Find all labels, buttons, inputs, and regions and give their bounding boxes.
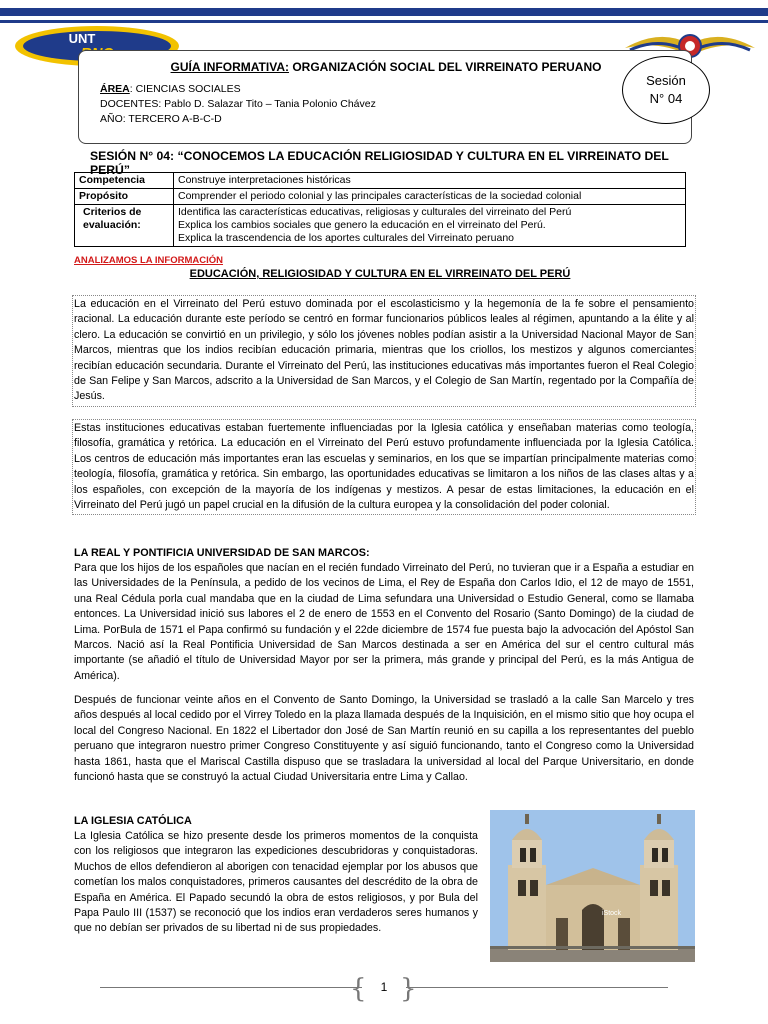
- paragraph-san-marcos-2: Después de funcionar veinte años en el Convento de Santo Domingo, la Universidad se trasladó a la calle San Marcelo y tres años después al local cedido por el Virrey Toledo en la plaza llamada después de la Inquisición, en el mismo sitio que hoy ocupa el local del Congreso Nacional. En 1822 el Libertador don José de San Martín reunió en su capilla a los representantes del pueblo peruano que integraron nuestro primer Congreso Constituyente y así siguió funcionando, tanto el Congreso como la Universidad hasta 1861, hasta que el Mariscal Castilla dispuso que se trasladara la universidad al local del Parque Universitario, en donde funcionó hasta que se construyó la actual Ciudad Universitaria entre Lima y Callao.: [74, 694, 694, 784]
- area-label: ÁREA: [100, 83, 130, 95]
- criterio-item: Explica la trascendencia de los aportes culturales del Virreinato peruano: [178, 232, 515, 244]
- paragraph-iglesia: La Iglesia Católica se hizo presente desde los primeros momentos de la conquista con los religiosos que integraron las expediciones descubridoras y conquistadoras. Muchos de ellos defendieron al aborigen con tenacidad ejemplar por los abusos que cometían los malos conquistadores, primeros causantes del descrédito de la obra de España en América. El Papado secundó la obra de estos religiosos, y por Bula del Papa Paulo III (1537) se reconoció que los indios eran verdaderos seres humanos y que no debían ser privados de su libertad ni de sus propiedades.: [74, 830, 478, 935]
- page-number: 1: [380, 980, 388, 994]
- table-row: [75, 189, 686, 205]
- table-row: [75, 205, 686, 247]
- table-value: Construye interpretaciones históricas: [174, 173, 686, 189]
- table-value: Comprender el periodo colonial y las principales características de la sociedad colonial: [174, 189, 686, 205]
- footer-line-right: [406, 987, 668, 988]
- logo-text-unt: UNT: [68, 31, 96, 46]
- guide-title: [80, 60, 692, 74]
- cathedral-image: [490, 810, 695, 962]
- table-row: [75, 173, 686, 189]
- session-badge-line2: N° 04: [649, 91, 683, 106]
- area-line: [100, 83, 241, 95]
- paragraph-san-marcos: Para que los hijos de los españoles que nacían en el recién fundado Virreinato del Perú, no tuvieran que ir a España a estudiar en las Universidades de la Península, a pedido de los vecinos de Lima, el Rey de España don Carlos Idio, el 12 de mayo de 1551, una Real Cédula porla cual mandaba que en la ciudad de Lima sefundara una Universidad o Estudio General, como se llamaba entonces. La Universidad inició sus labores el 2 de enero de 1553 en el Convento del Rosario (Santo Domingo) de la ciudad de Lima. PorBula de 1571 el Papa confirmó su fundación y el 22de diciembre de 1574 fue puesta bajo la advocación del Apóstol San Marcos. Nació así la Real Pontificia Universidad de San Marcos destinada a ser en América del sur el centro cultural más importante (se añadió el título de Universidad Mayor por ser la primera, más grande y principal del Perú, es la más Antigua de América).: [74, 562, 694, 682]
- table-key: Competencia: [75, 173, 174, 189]
- header-top-bar: [0, 8, 768, 16]
- area-value: : CIENCIAS SOCIALES: [129, 83, 241, 95]
- docentes-line: DOCENTES: Pablo D. Salazar Tito – Tania Polonio Chávez: [100, 98, 376, 110]
- footer-brace-left: {: [350, 974, 367, 1004]
- session-badge-line1: Sesión: [646, 73, 686, 88]
- footer-line-left: [100, 987, 362, 988]
- criterio-item: Explica los cambios sociales que genero la educación en el virreinato del Perú.: [178, 219, 546, 231]
- table-key: Propósito: [75, 189, 174, 205]
- analizamos-label: ANALIZAMOS LA INFORMACIÓN: [74, 255, 223, 266]
- guide-title-rest: ORGANIZACIÓN SOCIAL DEL VIRREINATO PERUANO: [288, 60, 602, 74]
- table-value: [174, 205, 686, 247]
- heading-san-marcos: LA REAL Y PONTIFICIA UNIVERSIDAD DE SAN MARCOS:: [74, 547, 370, 559]
- main-title: EDUCACIÓN, RELIGIOSIDAD Y CULTURA EN EL VIRREINATO DEL PERÚ: [189, 268, 571, 280]
- guide-title-prefix: GUÍA INFORMATIVA:: [170, 60, 289, 74]
- session-badge: [622, 56, 710, 124]
- table-key: Criterios de evaluación:: [75, 205, 174, 247]
- criterio-item: Identifica las características educativas, religiosas y culturales del virreinato del Perú: [178, 206, 572, 218]
- image-watermark: iStock: [602, 910, 622, 917]
- heading-iglesia: LA IGLESIA CATÓLICA: [74, 815, 192, 827]
- anio-line: AÑO: TERCERO A-B-C-D: [100, 113, 222, 125]
- footer-brace-right: }: [400, 974, 417, 1004]
- paragraph-institutions: Estas instituciones educativas estaban fuertemente influenciadas por la Iglesia católica y enseñaban materias como teología, filosofía, gramática y retórica. La educación en el Virreinato del Perú estuvo profundamente influenciada por la Iglesia Católica. Los centros de educación más importantes eran las escuelas y seminarios, en los que se impartían principalmente materias como teología, filosofía, gramática y retórica. Sin embargo, las oportunidades educativas se limitaron a los niños de las clases altas y a los españoles, con excepción de la mayoría de los indígenas y mestizos. A pesar de estas limitaciones, la educación en el Virreinato del Perú jugó un papel crucial en la difusión de la cultura europea y la consolidación del poder colonial.: [74, 421, 694, 513]
- competency-table: [74, 172, 686, 247]
- session-heading: SESIÓN N° 04: “CONOCEMOS LA EDUCACIÓN RELIGIOSIDAD Y CULTURA EN EL VIRREINATO DEL PERÚ”: [90, 149, 669, 177]
- paragraph-education: La educación en el Virreinato del Perú estuvo dominada por el escolasticismo y la hegemonía de la fe sobre el pensamiento racional. La educación durante este período se centró en formar funcionarios públicos leales al régimen, apuntando a la élite y al clero. La educación se convirtió en un privilegio, y sólo los jóvenes nobles podían asistir a la Universidad Nacional Mayor de San Marcos, mientras que los indios recibían educación primaria, mientras que los criollos, los mestizos y algunos comerciantes recibían educación secundaria. Durante el Virreinato del Perú, las instituciones educativas más importantes fueron el Real Colegio de San Felipe y San Marcos, adscrito a la Universidad de San Marcos, y el Colegio de San Martín, regentado por la Compañía de Jesús.: [74, 297, 694, 405]
